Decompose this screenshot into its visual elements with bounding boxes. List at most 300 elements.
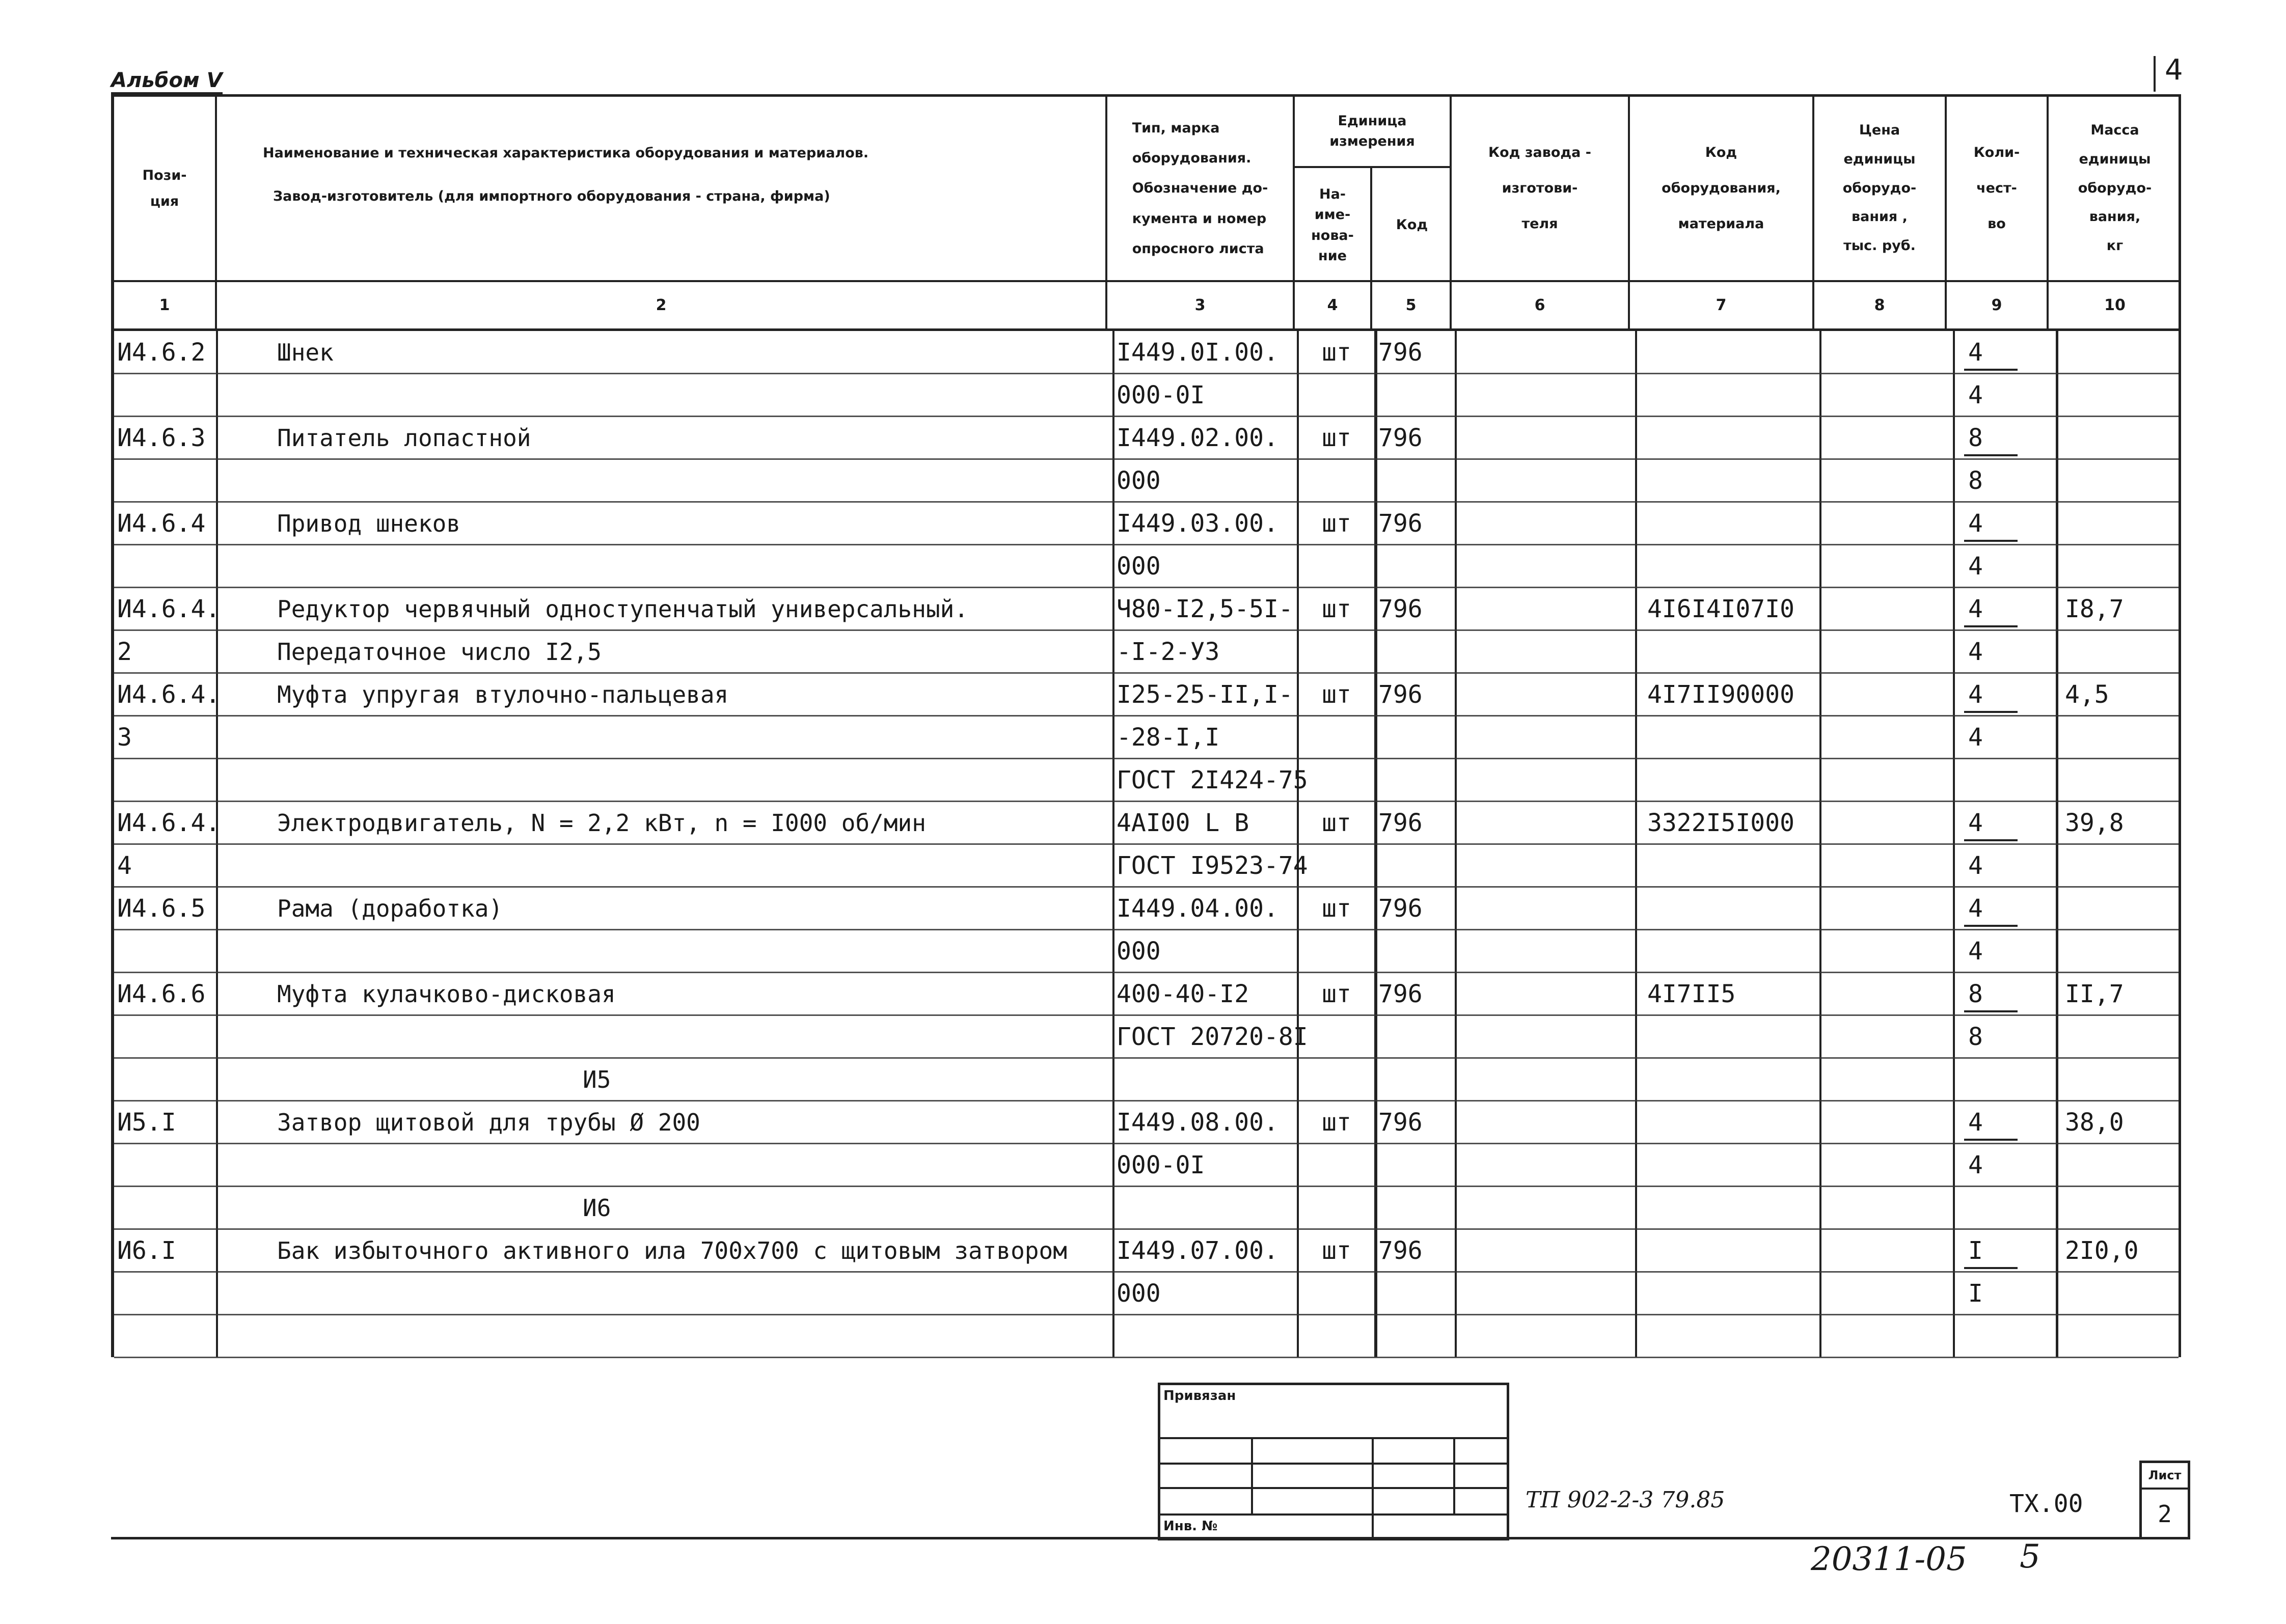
qty-fraction-line: [1964, 540, 2018, 542]
cell-name: [277, 1272, 1107, 1315]
cell-mass: [2065, 374, 2167, 417]
cell-price: [1824, 545, 1951, 588]
cell-qty: 4: [1968, 894, 1983, 923]
cell-mat: [1647, 1058, 1815, 1101]
table-row: [114, 1187, 2179, 1229]
cell-mat: [1647, 1272, 1815, 1315]
cell-mat: [1647, 887, 1815, 930]
header-col6: Код завода - изготови- теля: [1452, 97, 1630, 280]
header-col4: На- име- нова- ние: [1295, 168, 1372, 283]
header-col10: Масса единицы оборудо- вания, кг: [2078, 122, 2152, 254]
cell-plant: [1459, 374, 1632, 417]
cell-qty: 4: [1968, 552, 1983, 581]
cell-mat: [1647, 374, 1815, 417]
cell-plant: [1459, 673, 1632, 716]
cell-code: [1378, 1187, 1455, 1229]
cell-price: [1824, 1272, 1951, 1315]
qty-fraction-line: [1964, 839, 2018, 841]
cell-pos: И4.6.6: [117, 980, 206, 1008]
cell-price: [1824, 844, 1951, 887]
corner-bar: [2154, 56, 2156, 92]
cell-name: И6: [583, 1194, 611, 1222]
cell-mat: [1647, 502, 1815, 545]
cell-plant: [1459, 331, 1632, 374]
stamp-line: [1372, 1437, 1374, 1540]
cell-name: И5: [583, 1066, 611, 1093]
cell-pos: [117, 1315, 214, 1358]
cell-mass: [2065, 716, 2167, 759]
cell-qty: 8: [1968, 1023, 1983, 1051]
cell-mat: [1647, 716, 1815, 759]
cell-pos: И4.6.2: [117, 338, 206, 367]
cell-code: [1378, 1144, 1455, 1187]
cell-plant: [1459, 545, 1632, 588]
header-col2-line2: Завод-изготовитель (для импортного оборудования - страна, фирма): [273, 188, 830, 204]
cell-mass: [2065, 545, 2167, 588]
cell-code: [1378, 1315, 1455, 1358]
cell-mat: [1647, 930, 1815, 973]
cell-qty: 4: [1968, 1151, 1983, 1179]
cell-mass: [2065, 331, 2167, 374]
cell-pos: [117, 1144, 214, 1187]
table-row: [114, 1229, 2179, 1272]
cell-plant: [1459, 1144, 1632, 1187]
cell-pos: И4.6.4.: [117, 680, 221, 709]
cell-qty: 4: [1968, 809, 1983, 837]
cell-price: [1824, 417, 1951, 459]
cell-code: [1378, 545, 1455, 588]
cell-mat: 4I7II5: [1647, 980, 1736, 1008]
table-body: [111, 331, 2181, 1357]
cell-pos: [117, 930, 214, 973]
colnum-2: 2: [217, 282, 1107, 328]
cell-name: Муфта упругая втулочно-пальцевая: [277, 681, 729, 708]
cell-name: [277, 930, 1107, 973]
cell-qty: 8: [1968, 424, 1983, 452]
cell-mass: [2065, 759, 2167, 802]
cell-price: [1824, 1058, 1951, 1101]
cell-plant: [1459, 716, 1632, 759]
cell-mass: 4,5: [2065, 680, 2109, 709]
table-row: [114, 973, 2179, 1015]
cell-unit: [1301, 1315, 1372, 1358]
cell-price: [1824, 502, 1951, 545]
cell-unit: [1301, 1058, 1372, 1101]
table-row: [114, 673, 2179, 716]
cell-plant: [1459, 417, 1632, 459]
cell-code: 796: [1378, 595, 1423, 623]
cell-unit: [1301, 630, 1372, 673]
cell-mass: I8,7: [2065, 595, 2124, 623]
cell-name: [277, 844, 1107, 887]
cell-qty: [1968, 1187, 2029, 1229]
stamp-inv-label: Инв. №: [1163, 1519, 1218, 1534]
cell-qty: 4: [1968, 851, 1983, 880]
cell-pos: [117, 1187, 214, 1229]
cell-plant: [1459, 973, 1632, 1015]
cell-unit: шт: [1322, 1236, 1351, 1265]
table-row: [114, 844, 2179, 887]
table-row: [114, 459, 2179, 502]
cell-type: -I-2-У3: [1117, 638, 1220, 666]
cell-type: I449.08.00.: [1117, 1108, 1278, 1137]
cell-unit: [1301, 844, 1372, 887]
approval-stamp: [1158, 1383, 1509, 1540]
cell-pos: 3: [117, 723, 132, 752]
cell-type: I449.04.00.: [1117, 894, 1278, 923]
cell-type: -28-I,I: [1117, 723, 1220, 752]
cell-mat: [1647, 759, 1815, 802]
cell-qty: 4: [1968, 638, 1983, 666]
cell-qty: 4: [1968, 509, 1983, 538]
cell-pos: И5.I: [117, 1108, 176, 1137]
cell-code: 796: [1378, 894, 1423, 923]
cell-mat: [1647, 1101, 1815, 1144]
header-col9: Коли- чест- во: [1947, 97, 2049, 280]
cell-code: [1378, 930, 1455, 973]
cell-type: [1117, 1058, 1295, 1101]
table-row: [114, 588, 2179, 630]
cell-type: I449.02.00.: [1117, 424, 1278, 452]
cell-pos: И4.6.4.: [117, 809, 221, 837]
cell-pos: 4: [117, 851, 132, 880]
cell-mat: [1647, 417, 1815, 459]
cell-unit: шт: [1322, 809, 1351, 837]
cell-mass: [2065, 1058, 2167, 1101]
cell-code: [1378, 374, 1455, 417]
cell-qty: 4: [1968, 381, 1983, 409]
header-unit-group: Единица измерения: [1295, 97, 1450, 168]
archive-number: 20311-05: [1811, 1540, 1967, 1578]
qty-fraction-line: [1964, 1267, 2018, 1269]
cell-type: 000: [1117, 1279, 1161, 1308]
cell-name: Привод шнеков: [277, 510, 461, 537]
cell-type: 000: [1117, 466, 1161, 495]
qty-fraction-line: [1964, 1010, 2018, 1012]
archive-page: 5: [2020, 1538, 2040, 1576]
cell-mat: [1647, 1015, 1815, 1058]
cell-mat: [1647, 545, 1815, 588]
cell-plant: [1459, 1272, 1632, 1315]
cell-qty: 8: [1968, 980, 1983, 1008]
cell-name: [277, 545, 1107, 588]
cell-mass: 2I0,0: [2065, 1236, 2139, 1265]
cell-mat: [1647, 331, 1815, 374]
table-row: [114, 1101, 2179, 1144]
cell-pos: [117, 1015, 214, 1058]
cell-mass: [2065, 502, 2167, 545]
header-col45: [1295, 97, 1452, 280]
cell-code: 796: [1378, 809, 1423, 837]
cell-price: [1824, 973, 1951, 1015]
colnum-1: 1: [114, 282, 217, 328]
cell-mat: 3322I5I000: [1647, 809, 1794, 837]
cell-qty: 4: [1968, 937, 1983, 966]
colnum-4: 4: [1295, 282, 1372, 328]
cell-unit: [1301, 1144, 1372, 1187]
cell-type: 000-0I: [1117, 381, 1205, 409]
cell-unit: [1301, 1272, 1372, 1315]
cell-code: [1378, 1015, 1455, 1058]
cell-code: 796: [1378, 424, 1423, 452]
cell-type: 000-0I: [1117, 1151, 1205, 1179]
table-row: [114, 930, 2179, 973]
album-label: Альбом V: [111, 69, 223, 94]
cell-type: ГОСТ 2I424-75: [1117, 766, 1308, 794]
table-row: [114, 1315, 2179, 1358]
cell-mass: [2065, 459, 2167, 502]
cell-mass: 38,0: [2065, 1108, 2124, 1137]
cell-price: [1824, 1015, 1951, 1058]
cell-unit: шт: [1322, 509, 1351, 538]
colnum-6: 6: [1452, 282, 1630, 328]
cell-name: Редуктор червячный одноступенчатый универсальный.: [277, 595, 969, 623]
cell-pos: [117, 1272, 214, 1315]
cell-qty: 4: [1968, 1108, 1983, 1137]
cell-mass: [2065, 1015, 2167, 1058]
cell-mass: [2065, 930, 2167, 973]
header-col8: Цена единицы оборудо- вания , тыс. руб.: [1814, 97, 1947, 280]
cell-qty: I: [1968, 1279, 1983, 1308]
cell-type: 400-40-I2: [1117, 980, 1249, 1008]
cell-code: 796: [1378, 509, 1423, 538]
cell-unit: шт: [1322, 595, 1351, 623]
table-row: [114, 1058, 2179, 1101]
cell-type: 000: [1117, 937, 1161, 966]
cell-unit: шт: [1322, 1108, 1351, 1137]
cell-qty: [1968, 759, 2029, 802]
cell-name: Затвор щитовой для трубы Ø 200: [277, 1109, 700, 1136]
cell-price: [1824, 331, 1951, 374]
cell-name: Рама (доработка): [277, 895, 503, 922]
cell-plant: [1459, 1229, 1632, 1272]
cell-mat: 4I7II90000: [1647, 680, 1794, 709]
cell-code: [1378, 630, 1455, 673]
cell-unit: [1301, 759, 1372, 802]
cell-price: [1824, 802, 1951, 844]
cell-price: [1824, 1187, 1951, 1229]
cell-name: [277, 1315, 1107, 1358]
cell-unit: [1301, 545, 1372, 588]
cell-name: Бак избыточного активного ила 700х700 с щитовым затвором: [277, 1237, 1067, 1264]
cell-price: [1824, 630, 1951, 673]
cell-unit: [1301, 716, 1372, 759]
cell-plant: [1459, 844, 1632, 887]
cell-type: [1117, 1315, 1295, 1358]
cell-plant: [1459, 1315, 1632, 1358]
colnum-8: 8: [1814, 282, 1947, 328]
cell-name: [277, 459, 1107, 502]
cell-mat: [1647, 1187, 1815, 1229]
qty-fraction-line: [1964, 369, 2018, 371]
corner-page-number: 4: [2165, 53, 2183, 87]
cell-name: Электродвигатель, N = 2,2 кВт, n = I000 об/мин: [277, 809, 926, 837]
table-row: [114, 1144, 2179, 1187]
cell-mass: [2065, 417, 2167, 459]
cell-unit: [1301, 1187, 1372, 1229]
cell-mat: [1647, 459, 1815, 502]
cell-price: [1824, 374, 1951, 417]
cell-plant: [1459, 1187, 1632, 1229]
qty-fraction-line: [1964, 925, 2018, 927]
cell-unit: шт: [1322, 424, 1351, 452]
cell-plant: [1459, 588, 1632, 630]
table-header: [111, 94, 2181, 280]
cell-price: [1824, 1229, 1951, 1272]
stamp-line: [1453, 1437, 1455, 1513]
cell-code: 796: [1378, 980, 1423, 1008]
cell-type: 000: [1117, 552, 1161, 581]
cell-plant: [1459, 1058, 1632, 1101]
cell-mat: [1647, 844, 1815, 887]
row-separator: [114, 1357, 2179, 1358]
cell-qty: 4: [1968, 595, 1983, 623]
cell-unit: [1301, 930, 1372, 973]
cell-name: Питатель лопастной: [277, 424, 531, 452]
cell-pos: [117, 1058, 214, 1101]
table-row: [114, 417, 2179, 459]
table-row: [114, 1272, 2179, 1315]
cell-pos: И4.6.5: [117, 894, 206, 923]
header-col2: [217, 97, 1107, 280]
cell-code: 796: [1378, 680, 1423, 709]
cell-type: 4AI00 L B: [1117, 809, 1249, 837]
cell-plant: [1459, 1015, 1632, 1058]
cell-mass: [2065, 1144, 2167, 1187]
table-row: [114, 802, 2179, 844]
cell-name: [277, 759, 1107, 802]
cell-qty: 4: [1968, 723, 1983, 752]
cell-price: [1824, 673, 1951, 716]
cell-pos: [117, 374, 214, 417]
table-row: [114, 759, 2179, 802]
frame-bottom-line: [111, 1537, 2190, 1539]
cell-mass: 39,8: [2065, 809, 2124, 837]
header-col1: Пози- ция: [114, 97, 217, 280]
cell-type: [1117, 1187, 1295, 1229]
cell-unit: [1301, 459, 1372, 502]
qty-fraction-line: [1964, 711, 2018, 713]
cell-unit: шт: [1322, 338, 1351, 367]
cell-pos: И6.I: [117, 1236, 176, 1265]
cell-unit: [1301, 374, 1372, 417]
stamp-line: [1160, 1513, 1507, 1516]
colnum-3: 3: [1107, 282, 1295, 328]
cell-mass: [2065, 1187, 2167, 1229]
cell-code: 796: [1378, 1236, 1423, 1265]
cell-name: Передаточное число I2,5: [277, 638, 602, 666]
cell-pos: [117, 545, 214, 588]
cell-type: Ч80-I2,5-5I-: [1117, 595, 1293, 623]
colnum-5: 5: [1372, 282, 1452, 328]
table-row: [114, 716, 2179, 759]
cell-price: [1824, 1315, 1951, 1358]
cell-plant: [1459, 759, 1632, 802]
cell-name: [277, 374, 1107, 417]
cell-name: Муфта кулачково-дисковая: [277, 980, 616, 1008]
cell-mass: [2065, 887, 2167, 930]
cell-code: [1378, 459, 1455, 502]
table-row: [114, 545, 2179, 588]
cell-unit: шт: [1322, 680, 1351, 709]
cell-code: 796: [1378, 338, 1423, 367]
qty-fraction-line: [1964, 1139, 2018, 1141]
table-row: [114, 331, 2179, 374]
cell-mass: II,7: [2065, 980, 2124, 1008]
cell-mat: [1647, 1144, 1815, 1187]
colnum-10: 10: [2104, 296, 2126, 314]
header-col7: Код оборудования, материала: [1630, 97, 1814, 280]
cell-unit: шт: [1322, 894, 1351, 923]
section-code: ТХ.00: [2009, 1490, 2083, 1518]
cell-price: [1824, 1144, 1951, 1187]
cell-code: [1378, 759, 1455, 802]
cell-pos: И4.6.3: [117, 424, 206, 452]
cell-plant: [1459, 459, 1632, 502]
cell-mat: 4I6I4I07I0: [1647, 595, 1794, 623]
cell-type: ГОСТ 20720-8I: [1117, 1023, 1308, 1051]
cell-mass: [2065, 1272, 2167, 1315]
cell-pos: [117, 459, 214, 502]
cell-plant: [1459, 630, 1632, 673]
cell-price: [1824, 588, 1951, 630]
cell-plant: [1459, 802, 1632, 844]
table-row: [114, 630, 2179, 673]
cell-pos: [117, 759, 214, 802]
header-col3: Тип, марка оборудования. Обозначение до- кумента и номер опросного листа: [1107, 97, 1295, 280]
doc-code: ТП 902-2-3 79.85: [1526, 1487, 1725, 1513]
cell-price: [1824, 887, 1951, 930]
cell-mass: [2065, 630, 2167, 673]
cell-qty: 4: [1968, 680, 1983, 709]
cell-price: [1824, 759, 1951, 802]
cell-price: [1824, 1101, 1951, 1144]
cell-unit: [1301, 1015, 1372, 1058]
cell-price: [1824, 930, 1951, 973]
cell-type: I25-25-II,I-: [1117, 680, 1293, 709]
cell-qty: [1968, 1058, 2029, 1101]
sheet-number: 2: [2158, 1500, 2172, 1528]
colnum-9: 9: [1947, 282, 2049, 328]
cell-price: [1824, 716, 1951, 759]
cell-code: [1378, 844, 1455, 887]
cell-type: ГОСТ I9523-74: [1117, 851, 1308, 880]
cell-type: I449.0I.00.: [1117, 338, 1278, 367]
cell-unit: шт: [1322, 980, 1351, 1008]
qty-fraction-line: [1964, 454, 2018, 456]
cell-code: [1378, 1272, 1455, 1315]
cell-pos: И4.6.4.: [117, 595, 221, 623]
table-row: [114, 502, 2179, 545]
cell-plant: [1459, 1101, 1632, 1144]
column-numbers-row: [111, 280, 2181, 331]
cell-name: [277, 716, 1107, 759]
cell-pos: И4.6.4: [117, 509, 206, 538]
cell-mass: [2065, 844, 2167, 887]
cell-mat: [1647, 1315, 1815, 1358]
cell-qty: 4: [1968, 338, 1983, 367]
cell-qty: I: [1968, 1236, 1983, 1265]
table-row: [114, 374, 2179, 417]
table-row: [114, 887, 2179, 930]
cell-code: [1378, 1058, 1455, 1101]
table-row: [114, 1015, 2179, 1058]
colnum-7: 7: [1630, 282, 1814, 328]
sheet-box: [2139, 1461, 2190, 1539]
cell-qty: [1968, 1315, 2029, 1358]
stamp-title: Привязан: [1163, 1388, 1236, 1403]
cell-price: [1824, 459, 1951, 502]
